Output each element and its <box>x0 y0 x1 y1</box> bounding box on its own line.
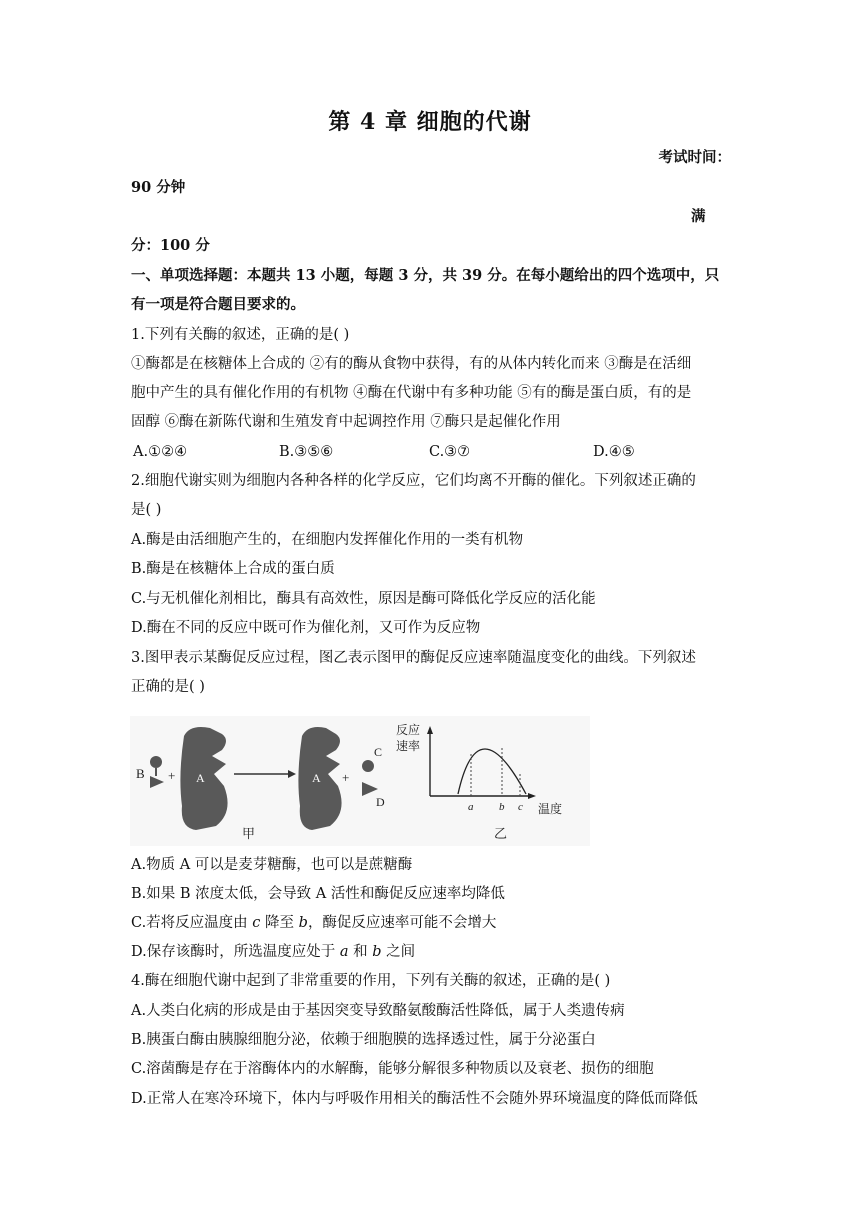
page-title: 第 4 章 细胞的代谢 <box>328 109 532 135</box>
q3-d-var1: a <box>339 944 349 960</box>
full-score-label: 满 <box>691 208 706 225</box>
full-score-value: 分：100 分 <box>131 237 210 254</box>
q3-d-var2: b <box>372 944 382 960</box>
q1-line1: ①酶都是在核糖体上合成的 ②有的酶从食物中获得，有的从体内转化而来 ③酶是在活细 <box>131 356 692 372</box>
y-axis-label-2: 速率 <box>396 739 421 753</box>
tick-b: b <box>499 801 505 813</box>
q3-c-mid: 降至 <box>260 915 299 931</box>
label-c: C <box>374 745 383 759</box>
q4-stem: 4.酶在细胞代谢中起到了非常重要的作用，下列有关酶的叙述，正确的是( ) <box>131 973 611 989</box>
q3-c-post: ，酶促反应速率可能不会增大 <box>307 915 497 931</box>
caption-left: 甲 <box>242 826 256 841</box>
label-d: D <box>376 795 385 809</box>
q1-option-a[interactable]: A.①②④ <box>133 444 188 460</box>
q1-line3: 固醇 ⑥酶在新陈代谢和生殖发育中起调控作用 ⑦酶只是起催化作用 <box>131 414 561 430</box>
q3-c-pre: C.若将反应温度由 <box>131 915 253 931</box>
q3-option-d[interactable] <box>131 942 731 962</box>
y-axis-label-1: 反应 <box>396 723 421 737</box>
exam-time-label: 考试时间： <box>658 149 731 166</box>
q4-option-b[interactable]: B.胰蛋白酶由胰腺细胞分泌，依赖于细胞膜的选择透过性，属于分泌蛋白 <box>131 1032 596 1048</box>
q3-option-c[interactable] <box>131 913 731 933</box>
q2-option-d[interactable]: D.酶在不同的反应中既可作为催化剂，又可作为反应物 <box>131 620 481 636</box>
tick-a: a <box>468 801 474 813</box>
q3-stem-line2: 正确的是( ) <box>131 679 205 695</box>
x-axis-label: 温度 <box>538 802 563 816</box>
q3-c-var2: b <box>298 915 308 931</box>
q3-d-pre: D.保存该酶时，所选温度应处于 <box>131 944 340 960</box>
section-heading-line2: 有一项是符合题目要求的。 <box>131 296 305 313</box>
q1-line2: 胞中产生的具有催化作用的有机物 ④酶在代谢中有多种功能 ⑤有的酶是蛋白质，有的是 <box>131 385 692 401</box>
q4-option-c[interactable]: C.溶菌酶是存在于溶酶体内的水解酶，能够分解很多种物质以及衰老、损伤的细胞 <box>131 1061 654 1077</box>
q3-stem-line1: 3.图甲表示某酶促反应过程，图乙表示图甲的酶促反应速率随温度变化的曲线。下列叙述 <box>131 650 696 666</box>
exam-time-value: 90 分钟 <box>131 179 186 196</box>
q2-option-a[interactable]: A.酶是由活细胞产生的，在细胞内发挥催化作用的一类有机物 <box>131 532 524 548</box>
q1-option-d[interactable]: D.④⑤ <box>593 444 635 460</box>
q3-c-var1: c <box>252 915 261 931</box>
q2-stem-line1: 2.细胞代谢实则为细胞内各种各样的化学反应，它们均离不开酶的催化。下列叙述正确的 <box>131 473 696 489</box>
q4-option-d[interactable]: D.正常人在寒冷环境下，体内与呼吸作用相关的酶活性不会随外界环境温度的降低而降低 <box>131 1091 698 1107</box>
q3-figure <box>130 716 590 846</box>
q2-option-c[interactable]: C.与无机催化剂相比，酶具有高效性，原因是酶可降低化学反应的活化能 <box>131 591 596 607</box>
label-a2: A <box>312 771 321 785</box>
enzyme-figure <box>130 716 590 846</box>
section-heading-line1: 一、单项选择题：本题共 13 小题，每题 3 分，共 39 分。在每小题给出的四个选项中，只 <box>131 267 720 284</box>
label-a1: A <box>196 771 205 785</box>
q2-option-b[interactable]: B.酶是在核糖体上合成的蛋白质 <box>131 561 335 577</box>
tick-c: c <box>518 801 523 813</box>
caption-right: 乙 <box>494 826 508 841</box>
product-c <box>362 760 374 772</box>
plus-2: + <box>342 770 350 785</box>
q1-stem: 1.下列有关酶的叙述，正确的是( ) <box>131 327 350 343</box>
q1-option-b[interactable]: B.③⑤⑥ <box>279 444 334 460</box>
substrate-b-head <box>150 756 162 768</box>
q1-option-c[interactable]: C.③⑦ <box>429 444 471 460</box>
q4-option-a[interactable]: A.人类白化病的形成是由于基因突变导致酪氨酸酶活性降低，属于人类遗传病 <box>131 1003 625 1019</box>
q2-stem-line2: 是( ) <box>131 502 162 518</box>
label-b: B <box>136 766 145 781</box>
plus-1: + <box>168 768 176 783</box>
q3-d-mid: 和 <box>348 944 373 960</box>
q3-d-post: 之间 <box>381 944 416 960</box>
q3-option-a[interactable]: A.物质 A 可以是麦芽糖酶，也可以是蔗糖酶 <box>131 857 413 873</box>
q3-option-b[interactable]: B.如果 B 浓度太低，会导致 A 活性和酶促反应速率均降低 <box>131 886 505 902</box>
